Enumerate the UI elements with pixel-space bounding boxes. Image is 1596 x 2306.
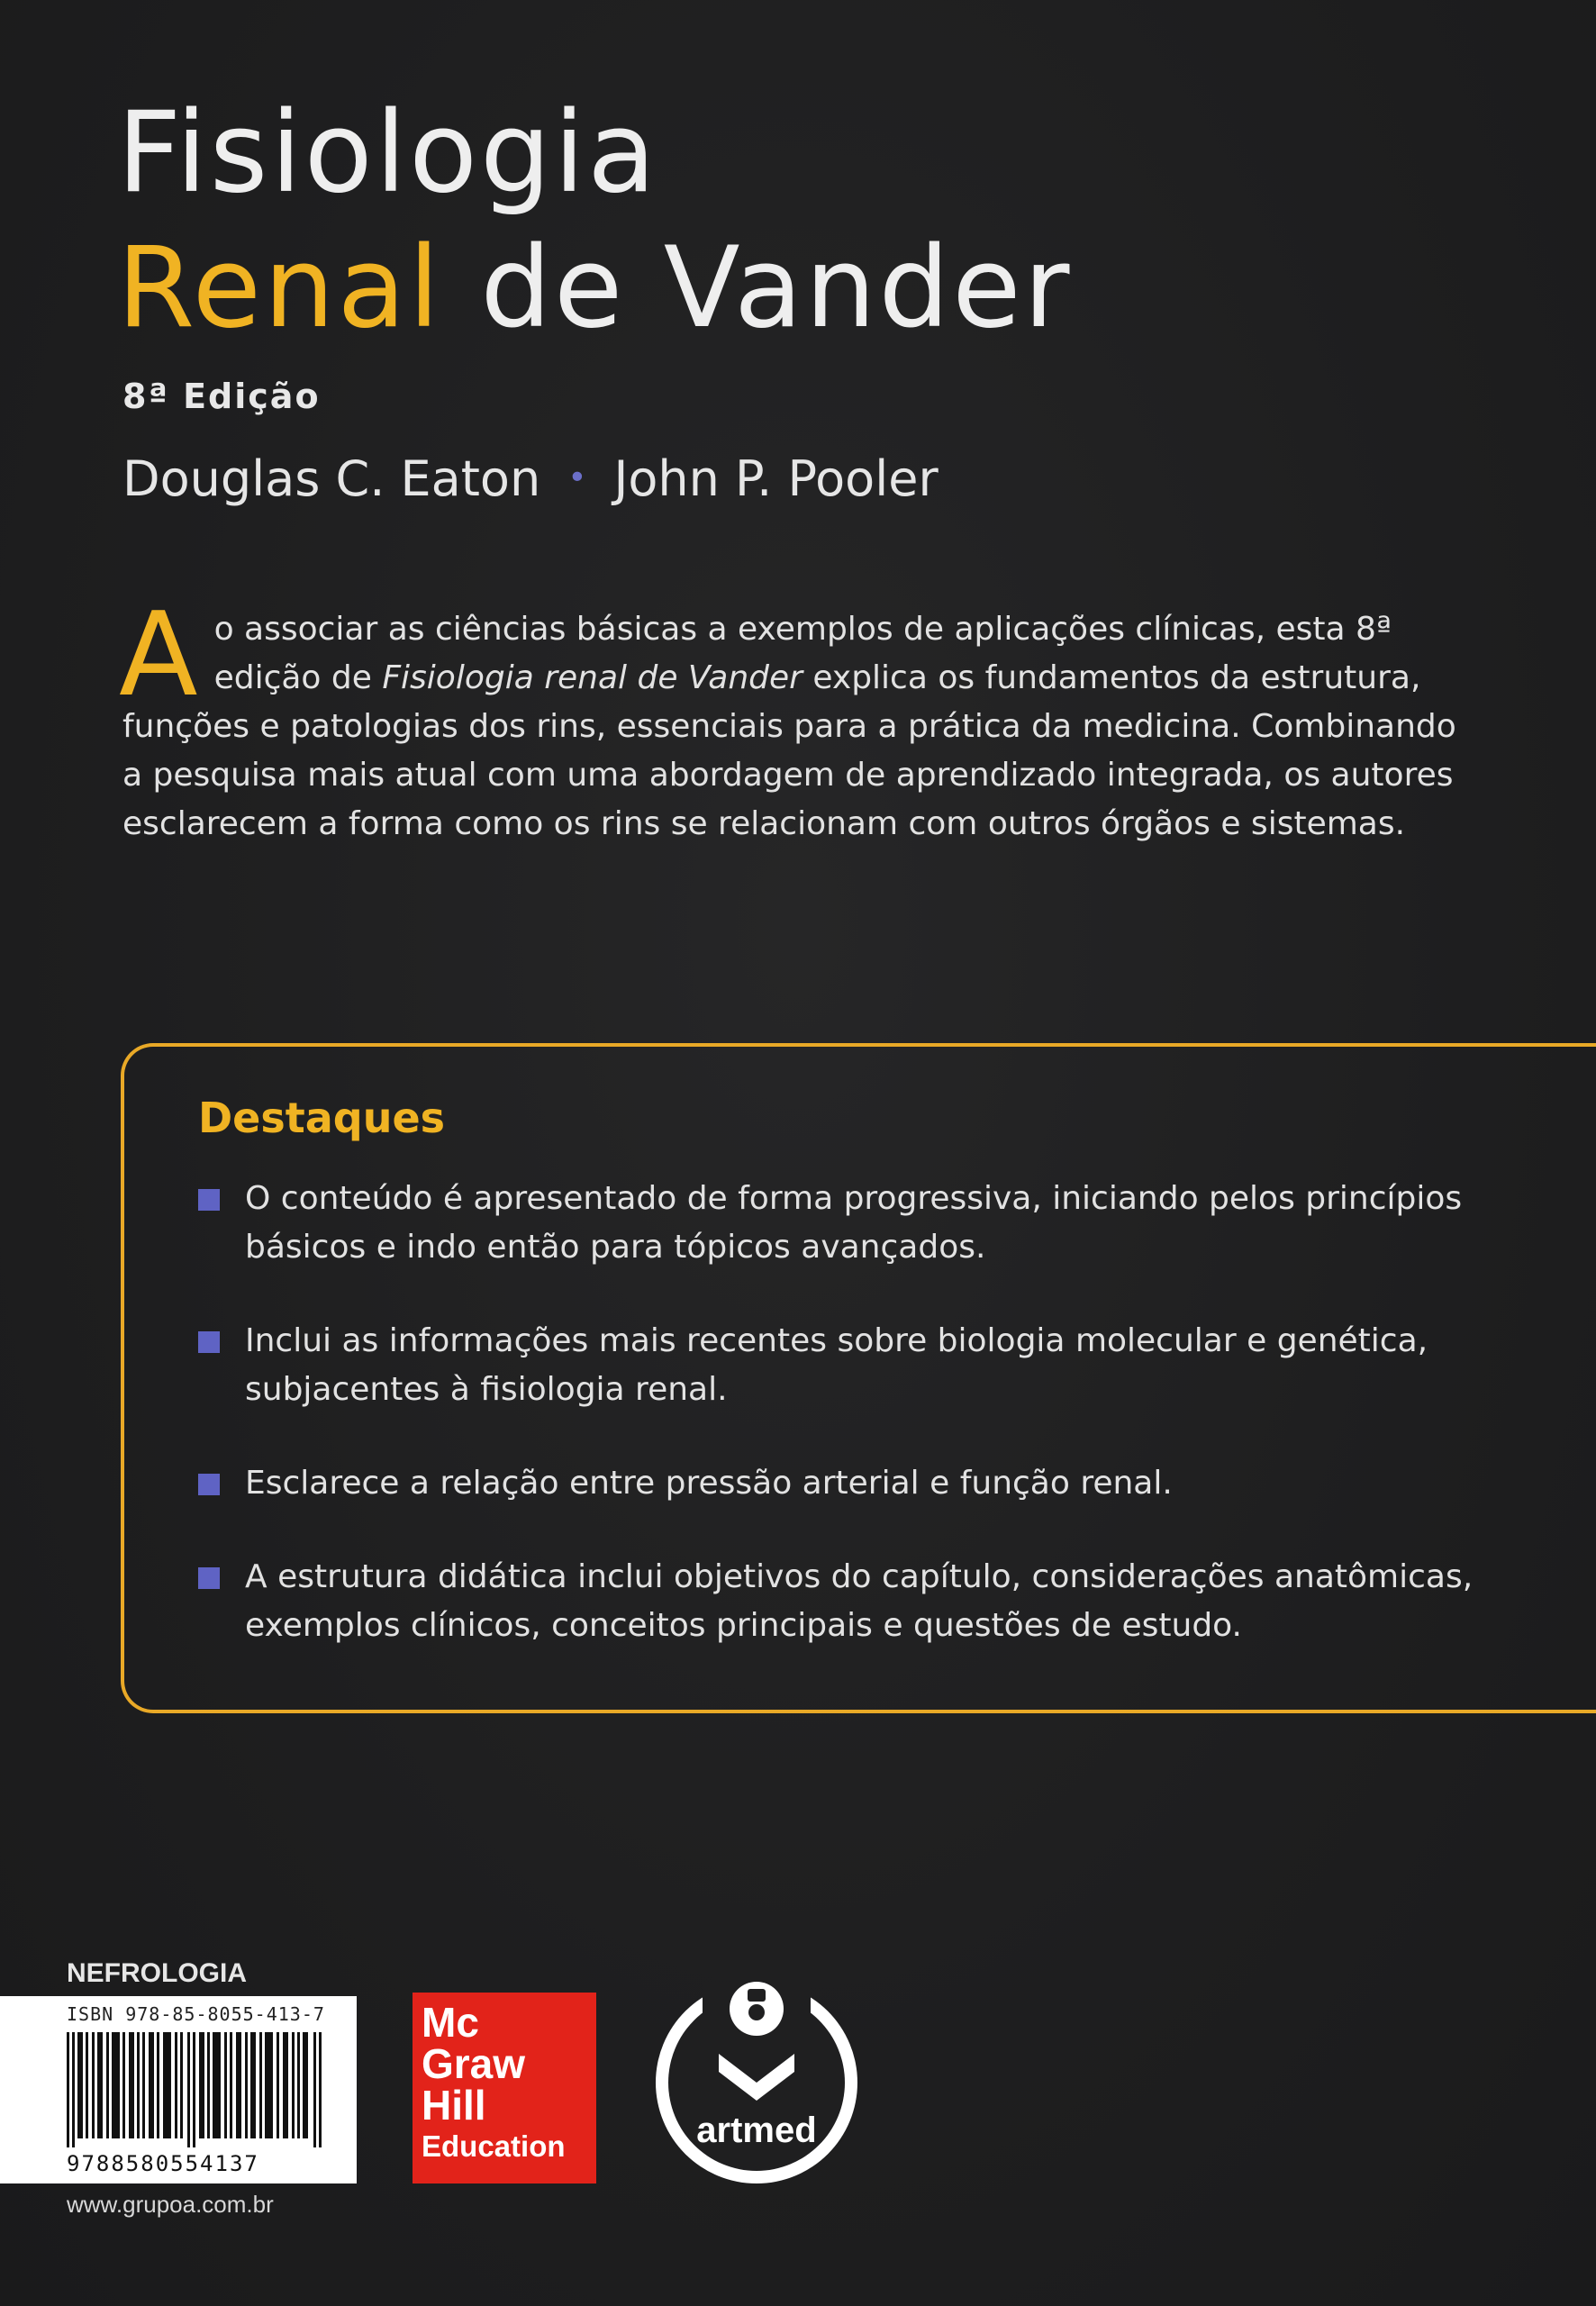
highlights-box: [121, 1043, 1596, 1713]
category-label: NEFROLOGIA: [67, 1958, 247, 1988]
intro-book-title: Fisiologia renal de Vander: [382, 659, 803, 696]
drop-cap: A: [119, 588, 198, 722]
artmed-logo: [648, 1975, 865, 2191]
authors: [122, 450, 939, 507]
highlight-text: Esclarece a relação entre pressão arterial e função renal.: [245, 1465, 1173, 1502]
list-item: [198, 1317, 1585, 1414]
isbn-text: ISBN 978-85-8055-413-7: [67, 2003, 325, 2025]
logo-word: Mc: [422, 1999, 479, 2046]
bullet-square-icon: [198, 1189, 220, 1211]
intro-text-2: explica os fundamentos da estrutura, funções e patologias dos rins, essenciais para a prática da medicina. Combinando a pesquisa mais atual com uma abordagem de aprendizado integrada, os autores esclarecem a forma como os rins se relacionam com outros órgãos e sistemas.: [122, 659, 1456, 842]
title-line-2-rest: de Vander: [441, 223, 1073, 353]
highlights-list: [198, 1175, 1585, 1695]
logo-word: Hill: [422, 2082, 486, 2129]
mcgraw-hill-logo: [413, 1993, 596, 2183]
edition-label: 8ª Edição: [122, 377, 321, 416]
bullet-square-icon: [198, 1567, 220, 1589]
barcode-icon: [67, 2032, 328, 2147]
barcode-panel: [0, 1996, 357, 2183]
list-item: [198, 1553, 1585, 1650]
highlights-title: Destaques: [198, 1094, 446, 1142]
list-item: [198, 1175, 1585, 1272]
title-accent-word: Renal: [117, 223, 442, 353]
author-2: John P. Pooler: [613, 450, 939, 507]
barcode-number: 9788580554137: [67, 2151, 259, 2176]
highlight-text: Inclui as informações mais recentes sobre biologia molecular e genética, subjacentes à fisiologia renal.: [245, 1322, 1428, 1408]
highlight-text: A estrutura didática inclui objetivos do capítulo, considerações anatômicas, exemplos clínicos, conceitos principais e questões de estudo.: [245, 1558, 1474, 1644]
book-title: [117, 86, 1073, 356]
intro-paragraph: [119, 588, 1474, 849]
logo-sub: Education: [422, 2129, 566, 2163]
title-line-2: [117, 221, 1073, 356]
list-item: [198, 1459, 1585, 1508]
website-link[interactable]: www.grupoa.com.br: [67, 2191, 274, 2218]
author-1: Douglas C. Eaton: [122, 450, 541, 507]
logo-word: Graw: [422, 2040, 526, 2087]
artmed-wordmark: artmed: [696, 2111, 817, 2150]
bullet-square-icon: [198, 1474, 220, 1495]
title-line-1: Fisiologia: [117, 88, 659, 218]
highlight-text: O conteúdo é apresentado de forma progressiva, iniciando pelos princípios básicos e indo então para tópicos avançados.: [245, 1180, 1463, 1266]
intro-text-1: o associar as ciências básicas a exemplos de aplicações clínicas, esta 8ª edição de: [213, 611, 1392, 696]
bullet-square-icon: [198, 1331, 220, 1353]
author-separator: •: [567, 459, 587, 496]
